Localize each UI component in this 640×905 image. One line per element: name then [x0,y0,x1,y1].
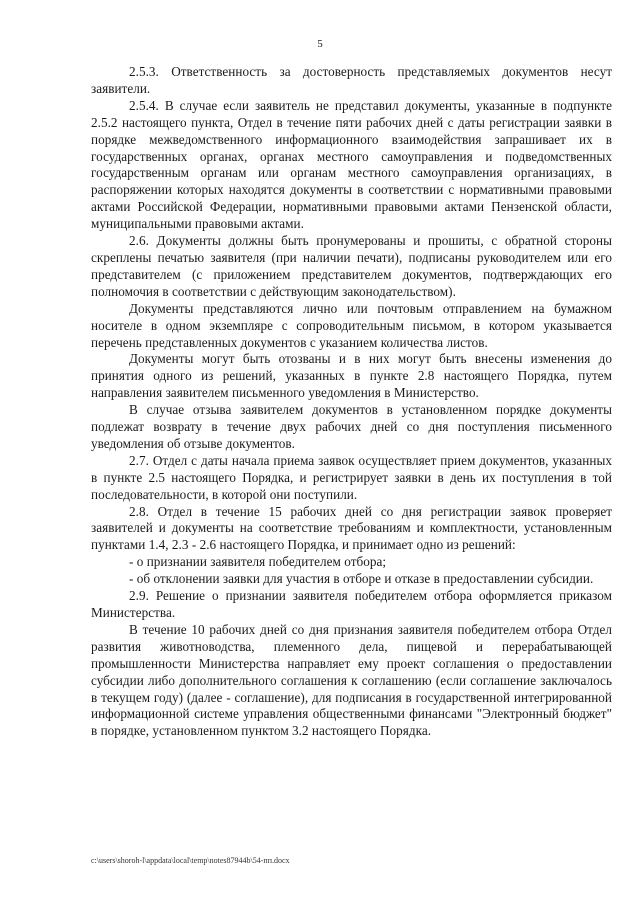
paragraph-2-9: 2.9. Решение о признании заявителя победителем отбора оформляется приказом Министерства. [91,588,612,620]
paragraph-2-6: 2.6. Документы должны быть пронумерованы и прошиты, с обратной стороны скреплены печатью заявителя (при наличии печати), подписаны руководителем или его представителем (с приложением представителем документов, подтверждающих его полномочия в соответствии с действующим законодательством). [91,233,612,299]
list-item-rejection-decision: - об отклонении заявки для участия в отборе и отказе в предоставлении субсидии. [129,571,594,587]
paragraph-return-documents: В случае отзыва заявителем документов в установленном порядке документы подлежат возврату в течение двух рабочих дней со дня поступления письменного уведомления об отзыве документов. [91,402,612,451]
paragraph-submission-method: Документы представляются лично или почтовым отправлением на бумажном носителе в одном экземпляре с сопроводительным письмом, в котором указывается перечень представленных документов с указанием количества листов. [91,300,612,350]
paragraph-2-8: 2.8. Отдел в течение 15 рабочих дней со дня регистрации заявок проверяет заявителей и документы на соответствие требованиям и комплектности, установленным пунктами 1.4, 2.3 - 2.6 настоящего Порядка, и принимает одно из решений: [91,503,612,553]
paragraph-2-7: 2.7. Отдел с даты начала приема заявок осуществляет прием документов, указанных в пункте 2.5 настоящего Порядка, и регистрирует заявки в день их поступления в той последовательности, в которой они поступили. [91,452,612,502]
list-item-winner-decision: - о признании заявителя победителем отбора; [129,554,387,570]
paragraph-2-5-4: 2.5.4. В случае если заявитель не представил документы, указанные в подпункте 2.5.2 настоящего пункта, Отдел в течение пяти рабочих дней с даты регистрации заявки в порядке межведомственного информационного взаимодействия запрашивает их в государственных органах, органах местного самоуправления и подведомственных государственным органам или органам местного самоуправления организациях, в распоряжении которых находятся документы в соответствии с нормативными правовыми актами Российской Федерации, нормативными правовыми актами Пензенской области, муниципальными правовыми актами. [91,97,612,232]
paragraph-agreement: В течение 10 рабочих дней со дня признания заявителя победителем отбора Отдел развития животноводства, племенного дела, пищевой и перерабатывающей промышленности Министерства направляет ему проект соглашения о предоставлении субсидии либо дополнительного соглашения к соглашению (если соглашение заключалось в текущем году) (далее - соглашение), для подписания в государственной интегрированной информационной системе управления общественными финансами "Электронный бюджет" в порядке, установленном пунктом 3.2 настоящего Порядка. [91,621,612,739]
document-body [91,64,612,740]
footer-file-path: c:\users\shoroh-l\appdata\local\temp\notes87944b\54-пп.docx [91,856,290,865]
paragraph-withdrawal: Документы могут быть отозваны и в них могут быть внесены изменения до принятия одного из решений, указанных в пункте 2.8 настоящего Порядка, путем направления заявителем письменного уведомления в Министерство. [91,351,612,401]
page-number: 5 [317,38,323,50]
paragraph-2-5-3: 2.5.3. Ответственность за достоверность представляемых документов несут заявители. [91,64,612,96]
